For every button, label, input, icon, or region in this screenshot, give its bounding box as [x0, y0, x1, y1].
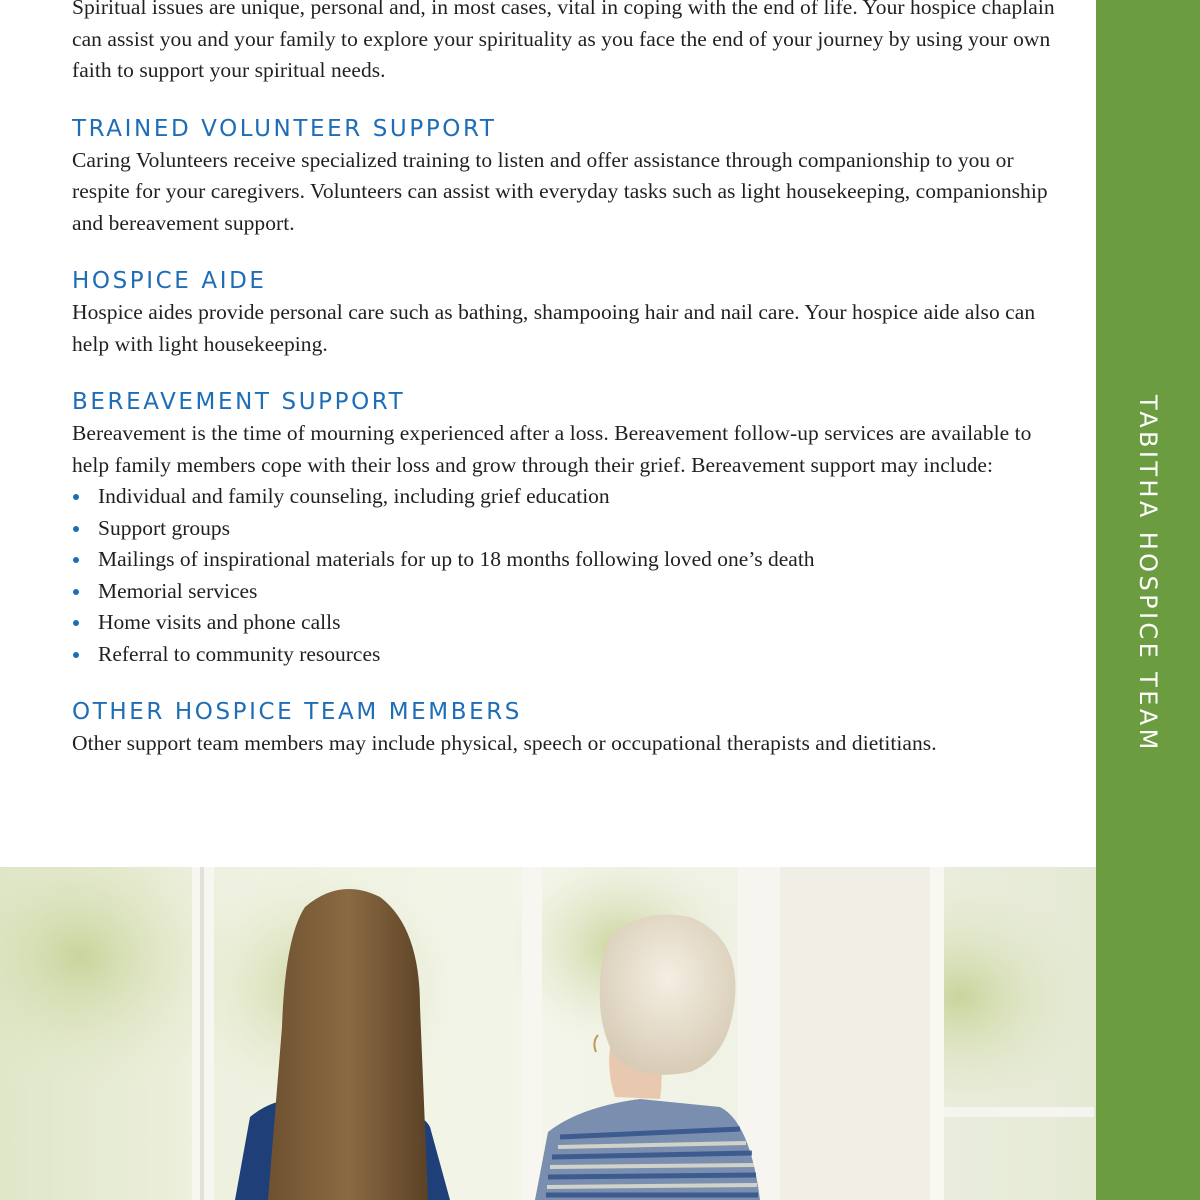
list-item — [72, 639, 1062, 671]
document-body — [72, 0, 1062, 760]
list-item — [72, 544, 1062, 576]
bullet-icon — [73, 557, 79, 563]
list-item-text: Individual and family counseling, including grief education — [98, 484, 610, 508]
bullet-icon — [73, 589, 79, 595]
white-hair — [600, 915, 736, 1075]
bullet-icon — [73, 526, 79, 532]
list-item — [72, 576, 1062, 608]
list-item-text: Memorial services — [98, 578, 258, 603]
window-frame — [200, 867, 204, 1200]
section-body: Other support team members may include physical, speech or occupational therapists and dietitians. — [72, 731, 937, 755]
list-item — [72, 607, 1062, 639]
section-bereavement-support — [72, 387, 1062, 670]
section-body: Hospice aides provide personal care such as bathing, shampooing hair and nail care. Your hospice aide also can help with light housekeeping. — [72, 300, 1036, 356]
bullet-icon — [73, 652, 79, 658]
list-item-text: Home visits and phone calls — [98, 610, 341, 634]
list-item — [72, 513, 1062, 545]
sidebar-title: TABITHA HOSPICE TEAM — [1134, 395, 1162, 753]
section-hospice-aide — [72, 266, 1062, 360]
section-trained-volunteer-support — [72, 114, 1062, 240]
section-body: Caring Volunteers receive specialized training to listen and offer assistance through companionship to you or respite for your caregivers. Volunteers can assist with everyday tasks such as light housekeeping, companionship and bereavement support. — [72, 147, 1048, 235]
bullet-icon — [73, 494, 79, 500]
intro-paragraph: Spiritual issues are unique, personal and, in most cases, vital in coping with the end of life. Your hospice chaplain can assist you and your family to explore your spirituality as you face the end of your journey by using your own faith to support your spiritual needs. — [72, 0, 1055, 82]
section-body: Bereavement is the time of mourning experienced after a loss. Bereavement follow-up services are available to help family members cope with their loss and grow through their grief. Bereavement support may include: — [72, 421, 1032, 477]
section-heading: OTHER HOSPICE TEAM MEMBERS — [72, 699, 523, 725]
section-spiritual-intro — [72, 0, 1062, 87]
wall-panel — [780, 867, 930, 1200]
window-frame — [522, 867, 542, 1200]
photo-illustration — [0, 867, 1096, 1200]
section-heading: BEREAVEMENT SUPPORT — [72, 389, 406, 415]
bereavement-bullet-list — [72, 481, 1062, 670]
list-item — [72, 481, 1062, 513]
section-heading: HOSPICE AIDE — [72, 268, 267, 294]
window-frame — [944, 1107, 1094, 1117]
section-heading: TRAINED VOLUNTEER SUPPORT — [72, 115, 497, 142]
list-item-text: Support groups — [98, 515, 230, 540]
caregiver-photo — [0, 867, 1096, 1200]
window-frame — [930, 867, 944, 1200]
bullet-icon — [73, 620, 79, 626]
list-item-text: Referral to community resources — [98, 641, 381, 666]
list-item-text: Mailings of inspirational materials for up to 18 months following loved one’s death — [98, 547, 815, 571]
section-other-team-members — [72, 697, 1062, 760]
green-sidebar — [1096, 0, 1200, 1200]
